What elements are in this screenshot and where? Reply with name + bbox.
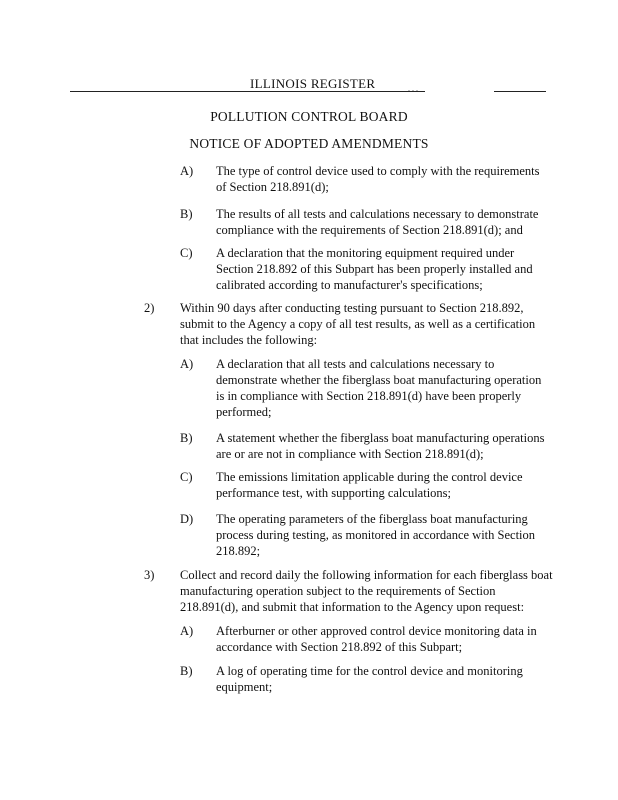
item-label: C)	[180, 470, 193, 484]
header-rule	[70, 91, 425, 92]
item-label: 2)	[144, 301, 155, 315]
header-marks: . . .	[408, 84, 418, 93]
item-text: The type of control device used to comply with the requirements of Section 218.891(d);	[216, 164, 540, 194]
item-label: B)	[180, 431, 193, 445]
notice-title: NOTICE OF ADOPTED AMENDMENTS	[189, 136, 429, 151]
item-text: Afterburner or other approved control device monitoring data in accordance with Section 218.892 of this Subpart;	[216, 624, 537, 654]
item-label: A)	[180, 357, 194, 371]
item-text: A declaration that the monitoring equipment required under Section 218.892 of this Subpart has been properly installed and calibrated according to manufacturer's specifications;	[216, 246, 533, 292]
item-text: The emissions limitation applicable during the control device performance test, with supporting calculations;	[216, 470, 523, 500]
item-label: C)	[180, 246, 193, 260]
item-label: D)	[180, 512, 194, 526]
item-label: B)	[180, 207, 193, 221]
board-title: POLLUTION CONTROL BOARD	[210, 109, 408, 124]
header-rule-right	[494, 91, 546, 92]
item-label: A)	[180, 164, 194, 178]
register-title: ILLINOIS REGISTER	[250, 76, 376, 91]
item-label: A)	[180, 624, 194, 638]
item-text: The results of all tests and calculations necessary to demonstrate compliance with the requirements of Section 218.891(d); and	[216, 207, 539, 237]
item-text: A statement whether the fiberglass boat manufacturing operations are or are not in compliance with Section 218.891(d);	[216, 431, 545, 461]
item-text: The operating parameters of the fiberglass boat manufacturing process during testing, as monitored in accordance with Section 218.892;	[216, 512, 536, 558]
item-text: Within 90 days after conducting testing pursuant to Section 218.892, submit to the Agency a copy of all test results, as well as a certification that includes the following:	[180, 301, 536, 347]
item-text: Collect and record daily the following information for each fiberglass boat manufacturing operation subject to the requirements of Section 218.891(d), and submit that information to the Agency upon request:	[180, 568, 553, 614]
item-label: B)	[180, 664, 193, 678]
item-text: A log of operating time for the control device and monitoring equipment;	[216, 664, 523, 694]
item-label: 3)	[144, 568, 155, 582]
item-text: A declaration that all tests and calculations necessary to demonstrate whether the fiberglass boat manufacturing operation is in compliance with Section 218.891(d) have been properly performed;	[216, 357, 542, 419]
